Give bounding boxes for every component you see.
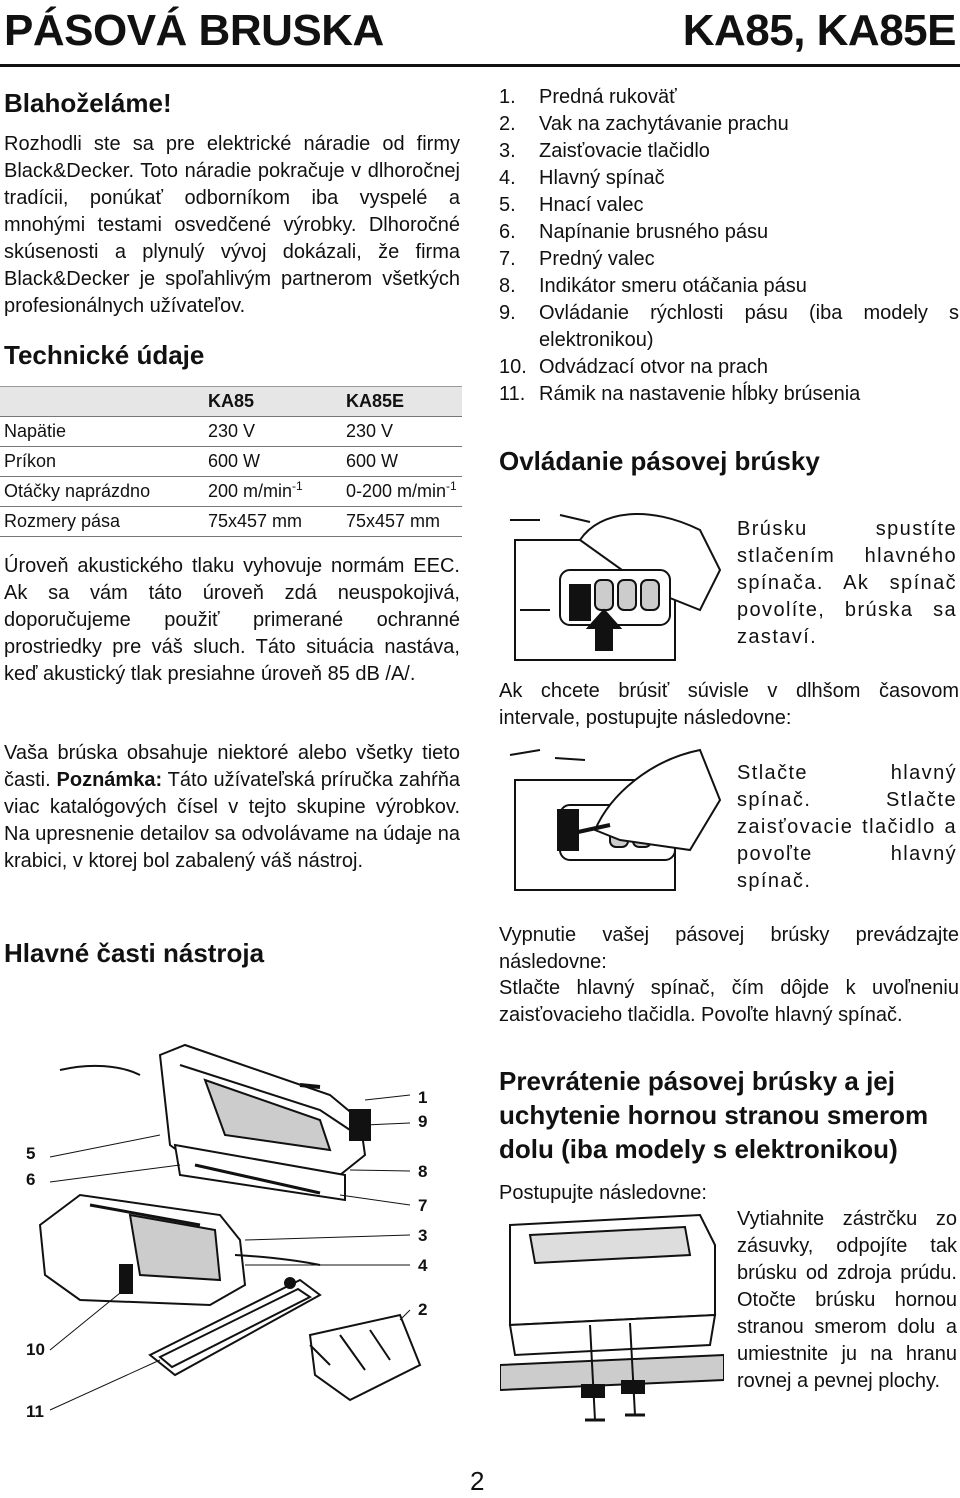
- spec-label: Príkon: [0, 447, 204, 477]
- callout-number: 6: [26, 1170, 36, 1189]
- unit-exponent: -1: [292, 479, 303, 493]
- parts-note: Vaša brúska obsahuje niektoré alebo všetky tieto časti. Poznámka: Táto užívateľská príručka zahŕňa viac katalógových čísel v tejto skupine výrobkov. Na upresnenie detailov sa odvolávame na údaje na krabici, v ktorej bol zabalený váš nástroj.: [4, 742, 460, 872]
- lock-button-illustration: [500, 740, 724, 900]
- sander-parts-illustration: [20, 1025, 440, 1445]
- spec-row: [0, 477, 462, 507]
- callout-number: 10: [26, 1340, 45, 1359]
- spec-header-empty: [0, 387, 204, 417]
- spec-header-row: [0, 387, 462, 417]
- document-title: PÁSOVÁ BRUSKA: [4, 6, 384, 55]
- list-item: 7. Predný valec: [499, 248, 655, 270]
- note-label: Poznámka:: [56, 769, 163, 791]
- switch-press-illustration: [500, 510, 724, 670]
- parts-list: [499, 84, 959, 408]
- list-item: 9. Ovládanie rýchlosti pásu (iba modely s elektronikou): [499, 302, 959, 351]
- invert-heading: Prevrátenie pásovej brúsky a jej uchytenie hornou stranou smerom dolu (iba modely s elektronikou): [499, 1066, 929, 1164]
- callout-number: 2: [418, 1300, 428, 1319]
- switch-on-text: Brúsku spustíte stlačením hlavného spínača. Ak spínač povolíte, brúska sa zastaví.: [737, 518, 957, 648]
- spec-value-ka85: 600 W: [204, 447, 342, 477]
- spec-table: [0, 386, 462, 537]
- spec-label: Rozmery pása: [0, 507, 204, 537]
- list-item: 6. Napínanie brusného pásu: [499, 221, 769, 243]
- model-title: KA85, KA85E: [682, 6, 956, 55]
- list-item: 11. Rámik na nastavenie hĺbky brúsenia: [499, 383, 861, 405]
- spec-header-ka85: KA85: [204, 387, 342, 417]
- noise-text: Úroveň akustického tlaku vyhovuje normám EEC. Ak sa vám táto úroveň zdá neuspokojivá, doporučujeme použiť primerané ochranné prostriedky pre váš sluch. Táto situácia nastáva, keď akustický tlak presiahne úroveň 85 dB /A/.: [4, 555, 460, 685]
- tech-heading: Technické údaje: [4, 340, 205, 370]
- list-item: 2. Vak na zachytávanie prachu: [499, 113, 789, 135]
- header-rule: [0, 64, 960, 67]
- list-item: 5. Hnací valec: [499, 194, 644, 216]
- callout-number: 8: [418, 1162, 428, 1181]
- invert-text: Vytiahnite zástrčku zo zásuvky, odpojíte tak brúsku od zdroja prúdu. Otočte brúsku hornou stranou smerom dolu a umiestnite ju na hranu rovnej a pevnej plochy.: [737, 1208, 957, 1392]
- callout-number: 5: [26, 1144, 36, 1163]
- off-text: Vypnutie vašej pásovej brúsky prevádzajte následovne:: [499, 924, 959, 973]
- intro-text: Rozhodli ste sa pre elektrické náradie od firmy Black&Decker. Toto náradie pokračuje v dlhoročnej tradícii, ponúkať odborníkom iba vyspelé a mnohými testami osvedčené výrobky. Dlhoročné skúsenosti a plynulý vývoj dokázali, že firma Black&Decker je spoľahlivým partnerom všetkých profesionálnych užívateľov.: [4, 133, 460, 317]
- page-number: 2: [470, 1466, 485, 1496]
- callout-number: 4: [418, 1256, 428, 1275]
- spec-value-ka85e: 75x457 mm: [342, 507, 462, 537]
- spec-value-ka85e: 0-200 $m/\min^{-1}$: [342, 477, 462, 507]
- spec-value-ka85: 75x457 mm: [204, 507, 342, 537]
- spec-header-ka85e: KA85E: [342, 387, 462, 417]
- spec-row: [0, 507, 462, 537]
- intro-heading: Blahoželáme!: [4, 88, 172, 118]
- lock-text: Stlačte hlavný spínač. Stlačte zaisťovacie tlačidlo a povoľte hlavný spínač.: [737, 762, 957, 892]
- spec-row: [0, 417, 462, 447]
- spec-value-ka85: 230 V: [204, 417, 342, 447]
- list-item: 8. Indikátor smeru otáčania pásu: [499, 275, 807, 297]
- callout-number: 3: [418, 1226, 428, 1245]
- spec-label: Napätie: [0, 417, 204, 447]
- list-item: 3. Zaisťovacie tlačidlo: [499, 140, 710, 162]
- spec-row: [0, 447, 462, 477]
- unit-exponent: -1: [446, 479, 457, 493]
- main-parts-heading: Hlavné časti nástroja: [4, 938, 265, 968]
- continuous-text: Ak chcete brúsiť súvisle v dlhšom časovom intervale, postupujte následovne:: [499, 680, 959, 729]
- control-heading: Ovládanie pásovej brúsky: [499, 446, 820, 476]
- callout-number: 9: [418, 1112, 428, 1131]
- invert-intro: Postupujte následovne:: [499, 1182, 707, 1204]
- callout-number: 1: [418, 1088, 428, 1107]
- spec-value-ka85e: 230 V: [342, 417, 462, 447]
- spec-value-ka85e: 600 W: [342, 447, 462, 477]
- callout-number: 11: [26, 1402, 44, 1421]
- list-item: 4. Hlavný spínač: [499, 167, 665, 189]
- list-item: 1. Predná rukoväť: [499, 86, 677, 108]
- off-text-2: Stlačte hlavný spínač, čím dôjde k uvoľneniu zaisťovacieho tlačidla. Povoľte hlavný spínač.: [499, 977, 959, 1026]
- list-item: 10. Odvádzací otvor na prach: [499, 356, 769, 378]
- callout-number: 7: [418, 1196, 428, 1215]
- inverted-sander-illustration: [500, 1205, 724, 1465]
- spec-label: Otáčky naprázdno: [0, 477, 204, 507]
- spec-value-ka85: 200 $m/\min^{-1}$: [204, 477, 342, 507]
